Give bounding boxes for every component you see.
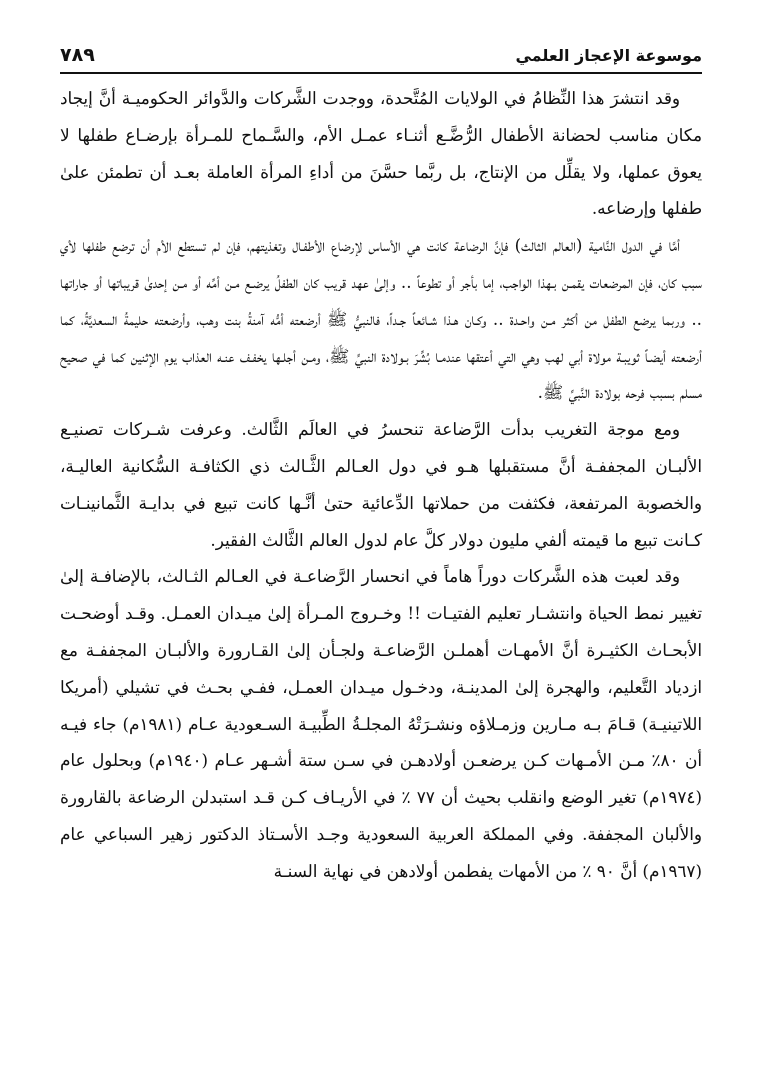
- paragraph-2: أمَّا في الدول النَّامية (العالم الثالث) فإنَّ الرضاعة كانت هي الأساس لإرضاع الأطفـال وتغذيتهم، فإن لم تستطع الأم أن ترضع طفلها لأي سبب كان، فإن المرضعات يقمـن بـهذا الواجب، إما بأجر أو تطوعاً .. وإلىٰ عهد قريب كان الطفلُ يرضـع مـن أمِّه أو مـن إحدىٰ قريباتها أو جاراتها .. وربما يرضع الطفل من أكثر مـن واحـدة .. وكـان هـذا شـائعاً جـداً، فالنبيُّ ﷺ أرضعته أمُّه آمنةُ بنت وهب، وأرضعته حليمةُ السعديَّةُ، كما أرضعته أيضـاً ثويبـة مولاة أبي لهب وهي التي أعتقها عندمـا بُشِّرَ بـولادة النبيِّ ﷺ، ومـن أجلـها يخفـف عنـه العذاب يوم الإثنين كما في صحيح مسلم بسبب فرحه بولادة النَّبيِّ ﷺ.: [60, 235, 702, 403]
- header-divider: [60, 72, 702, 74]
- paragraph-1: وقد انتشرَ هذا النِّظامُ في الولايات المُتَّحدة، ووجدت الشَّركات والدَّوائر الحكوميـة أنَّ إيجاد مكان مناسب لحضانة الأطفال الرُّضَّـع أثنـاء عمـل الأم، والسَّـماح للمـرأة بإرضـاع طفلها لا يعوق عملها، ولا يقلِّل من الإنتاج، بل ربَّما حسَّنَ من أداءِ المرأة العاملة بعـد أن تطمئن علىٰ طفلها وإرضاعه.: [60, 88, 702, 219]
- paragraph-3: ومع موجة التغريب بدأت الرَّضاعة تنحسرُ في العالَم الثَّالث. وعرفت شـركات تصنيـع الألبـان المجففـة أنَّ مستقبلها هـو في دول العـالم الثَّـالث ذي الكثافـة السُّكانية العاليـة، والخصوبة المرتفعة، فكثفت من حملاتها الدِّعائية حتىٰ أنَّـها كانت تبيع في بدايـة الثَّمانينـات كـانت تبيع ما قيمته ألفي مليون دولار كلَّ عام لدول العالم الثَّالث الفقير.: [60, 419, 702, 550]
- page-number: ٧٨٩: [60, 44, 95, 66]
- running-title: موسوعة الإعجاز العلمي: [515, 46, 702, 65]
- page-header: [60, 0, 702, 78]
- body-text: [60, 78, 702, 890]
- paragraph-4: وقد لعبت هذه الشَّركات دوراً هاماً في انحسار الرَّضاعـة في العـالم الثـالث، بالإضافـة إلىٰ تغيير نمط الحياة وانتشـار تعليم الفتيـات !! وخـروج المـرأة إلىٰ ميـدان العمـل. وقـد أوضحـت الأبحـاث الكثيـرة أنَّ الأمهـات أهملـن الرَّضاعـة ولجـأن إلىٰ القـارورة والألبـان المجففـة مع ازدياد التَّعليم، والهجرة إلىٰ المدينـة، ودخـول ميـدان العمـل، ففـي بحـث في تشيلي (أمريكا اللاتينيـة) قـامَ بـه مـارين وزمـلاؤه ونشـرَتْهُ المجلـةُ الطِّبيـة السـعودية عـام (١٩٨١م) جاء فيـه أن ٨٠٪ مـن الأمـهات كـن يرضعـن أولادهـن في سـن ستة أشـهر عـام (١٩٤٠م) وبحلول عام (١٩٧٤م) تغير الوضع وانقلب بحيث أن ٧٧ ٪ في الأريـاف كـن قـد استبدلن الرضاعة بالقارورة والألبان المجففة. وفي المملكة العربية السعودية وجـد الأسـتاذ الدكتور زهير السباعي عام (١٩٦٧م) أنَّ ٩٠ ٪ من الأمهات يفطمن أولادهن في نهاية السنـة: [60, 566, 702, 881]
